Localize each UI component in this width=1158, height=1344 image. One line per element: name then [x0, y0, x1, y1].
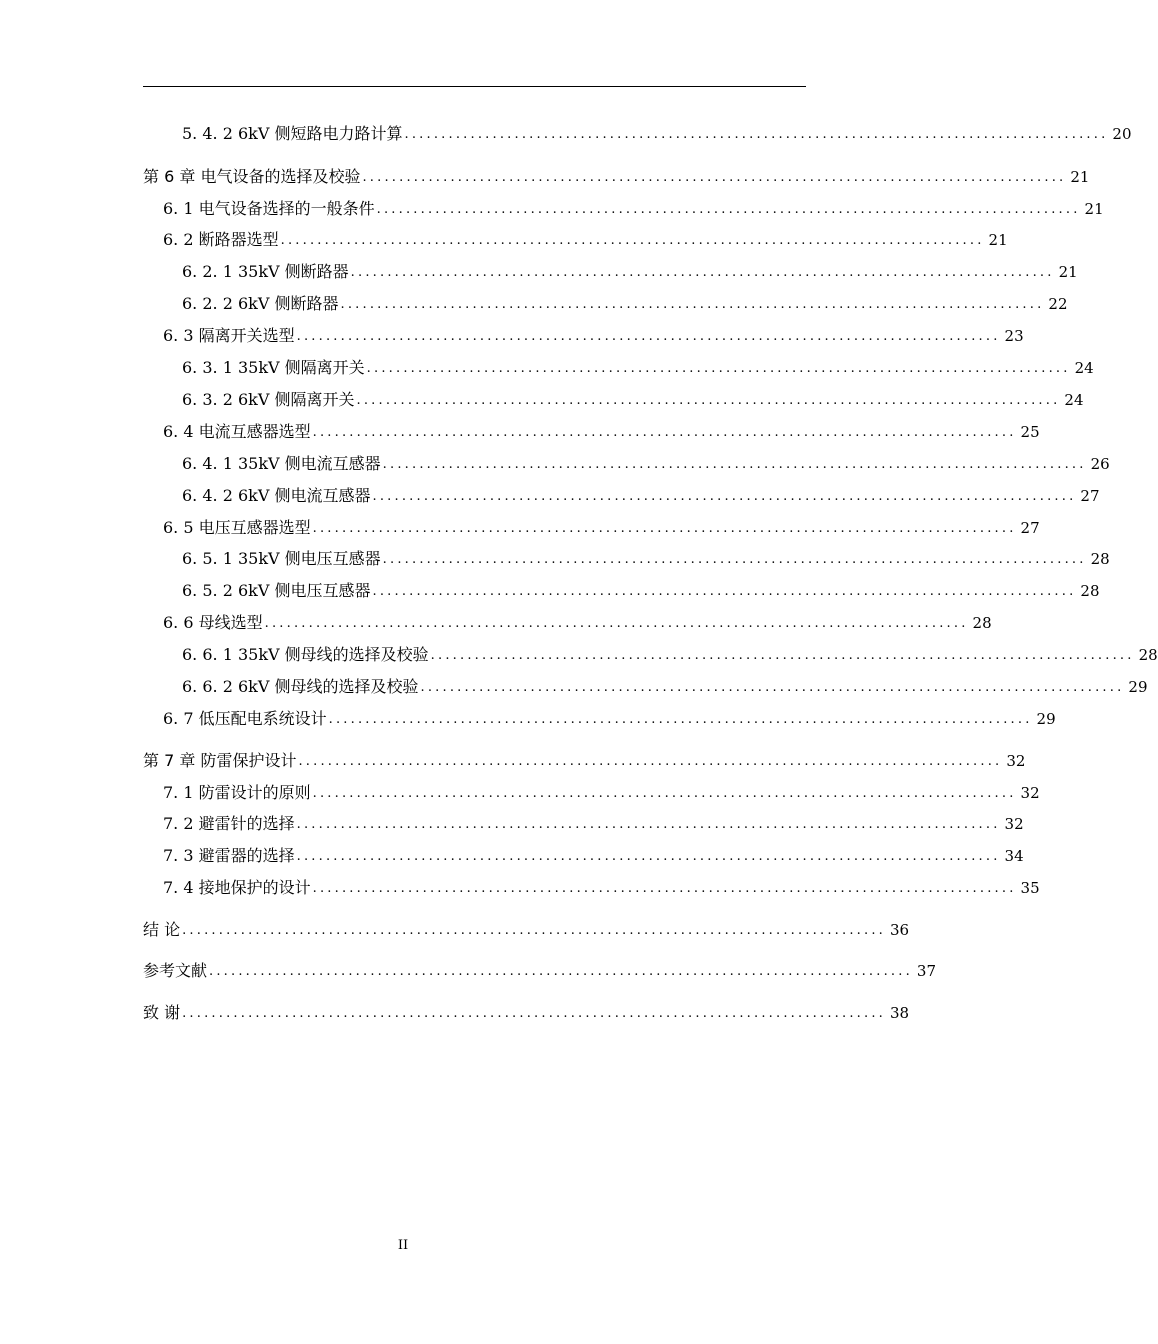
toc-entry-title: 参考文献 [143, 961, 208, 980]
toc-entry-title: 7. 2 避雷针的选择 [163, 814, 295, 833]
toc-entry[interactable] [143, 874, 1040, 898]
toc-leader-dots: ................................................................................................ [182, 923, 886, 938]
toc-entry[interactable] [143, 545, 1110, 569]
toc-entry-title: 致 谢 [143, 1003, 181, 1022]
toc-entry-title: 7. 1 防雷设计的原则 [163, 783, 311, 802]
toc-entry-title: 6. 5. 2 6kV 侧电压互感器 [182, 581, 371, 600]
toc-entry-title: 6. 6. 2 6kV 侧母线的选择及校验 [182, 677, 419, 696]
toc-chapter-entry[interactable] [143, 957, 937, 981]
toc-entry[interactable] [143, 673, 1148, 697]
toc-chapter-entry[interactable] [143, 747, 1026, 771]
toc-entry-page: 28 [972, 614, 992, 632]
toc-leader-dots: ................................................................................................ [312, 521, 1017, 536]
toc-entry-page: 29 [1036, 710, 1056, 728]
toc-entry[interactable] [143, 577, 1100, 601]
toc-entry-title: 6. 4. 1 35kV 侧电流互感器 [182, 454, 381, 473]
toc-entry[interactable] [143, 226, 1008, 250]
table-of-contents [143, 0, 1158, 1344]
toc-leader-dots: ................................................................................................ [366, 361, 1071, 376]
toc-entry-page: 38 [890, 1004, 910, 1022]
toc-entry-title: 6. 2 断路器选型 [163, 230, 279, 249]
toc-entry[interactable] [143, 386, 1084, 410]
toc-entry[interactable] [143, 482, 1100, 506]
toc-entry-title: 6. 4 电流互感器选型 [163, 422, 311, 441]
toc-leader-dots: ................................................................................................ [420, 680, 1125, 695]
toc-entry-page: 35 [1020, 879, 1040, 897]
toc-entry-title: 6. 2. 2 6kV 侧断路器 [182, 294, 339, 313]
toc-leader-dots: ................................................................................................ [372, 584, 1077, 599]
toc-leader-dots: ................................................................................................ [296, 329, 1001, 344]
toc-entry[interactable] [143, 705, 1056, 729]
toc-entry[interactable] [143, 779, 1040, 803]
toc-leader-dots: ................................................................................................ [340, 297, 1045, 312]
toc-leader-dots: ................................................................................................ [382, 457, 1087, 472]
toc-entry-page: 32 [1004, 815, 1024, 833]
toc-leader-dots: ................................................................................................ [209, 964, 913, 979]
toc-leader-dots: ................................................................................................ [362, 170, 1067, 185]
toc-leader-dots: ................................................................................................ [312, 425, 1017, 440]
toc-entry-title: 6. 2. 1 35kV 侧断路器 [182, 262, 349, 281]
toc-entry-page: 27 [1020, 519, 1040, 537]
page-number: II [397, 1238, 409, 1253]
toc-entry[interactable] [143, 322, 1024, 346]
toc-leader-dots: ................................................................................................ [296, 849, 1001, 864]
toc-entry[interactable] [143, 195, 1104, 219]
toc-entry[interactable] [143, 641, 1158, 665]
toc-leader-dots: ................................................................................................ [350, 265, 1055, 280]
toc-entry-page: 21 [1070, 168, 1090, 186]
toc-chapter-entry[interactable] [143, 163, 1090, 187]
toc-leader-dots: ................................................................................................ [298, 754, 1003, 769]
toc-entry[interactable] [143, 120, 1132, 144]
toc-leader-dots: ................................................................................................ [328, 712, 1033, 727]
toc-entry[interactable] [143, 810, 1024, 834]
toc-leader-dots: ................................................................................................ [356, 393, 1061, 408]
toc-entry-title: 6. 5. 1 35kV 侧电压互感器 [182, 549, 381, 568]
toc-entry-title: 6. 6. 1 35kV 侧母线的选择及校验 [182, 645, 429, 664]
toc-entry-page: 26 [1090, 455, 1110, 473]
toc-entry-page: 32 [1006, 752, 1026, 770]
toc-entry-title: 5. 4. 2 6kV 侧短路电力路计算 [182, 124, 403, 143]
toc-leader-dots: ................................................................................................ [382, 552, 1087, 567]
toc-entry-page: 25 [1020, 423, 1040, 441]
toc-chapter-entry[interactable] [143, 916, 910, 940]
toc-entry-page: 32 [1020, 784, 1040, 802]
toc-entry-page: 36 [890, 921, 910, 939]
toc-chapter-entry[interactable] [143, 999, 910, 1023]
toc-entry-title: 第 7 章 防雷保护设计 [143, 751, 297, 770]
toc-leader-dots: ................................................................................................ [312, 881, 1017, 896]
toc-entry-page: 28 [1138, 646, 1158, 664]
toc-leader-dots: ................................................................................................ [404, 127, 1109, 142]
toc-entry-title: 6. 3. 2 6kV 侧隔离开关 [182, 390, 355, 409]
toc-entry[interactable] [143, 514, 1040, 538]
toc-entry-title: 6. 3. 1 35kV 侧隔离开关 [182, 358, 365, 377]
toc-entry-page: 28 [1090, 550, 1110, 568]
toc-leader-dots: ................................................................................................ [312, 786, 1017, 801]
toc-entry-title: 6. 1 电气设备选择的一般条件 [163, 199, 375, 218]
toc-entry[interactable] [143, 609, 992, 633]
toc-entry-title: 6. 6 母线选型 [163, 613, 263, 632]
toc-entry[interactable] [143, 450, 1110, 474]
toc-leader-dots: ................................................................................................ [372, 489, 1077, 504]
toc-entry-title: 6. 5 电压互感器选型 [163, 518, 311, 537]
toc-entry-title: 6. 3 隔离开关选型 [163, 326, 295, 345]
toc-entry-page: 20 [1112, 125, 1132, 143]
toc-entry-page: 21 [1084, 200, 1104, 218]
toc-entry-title: 7. 4 接地保护的设计 [163, 878, 311, 897]
toc-entry-page: 27 [1080, 487, 1100, 505]
toc-entry-page: 37 [916, 962, 937, 980]
toc-entry[interactable] [143, 258, 1078, 282]
toc-entry-page: 29 [1128, 678, 1148, 696]
toc-entry-page: 28 [1080, 582, 1100, 600]
toc-entry-title: 6. 4. 2 6kV 侧电流互感器 [182, 486, 371, 505]
toc-entry-page: 21 [988, 231, 1008, 249]
toc-entry-title: 6. 7 低压配电系统设计 [163, 709, 327, 728]
toc-entry-title: 第 6 章 电气设备的选择及校验 [143, 167, 361, 186]
toc-leader-dots: ................................................................................................ [264, 616, 969, 631]
toc-entry-title: 结 论 [143, 920, 181, 939]
toc-entry-page: 22 [1048, 295, 1068, 313]
toc-entry-page: 24 [1074, 359, 1094, 377]
toc-entry[interactable] [143, 290, 1068, 314]
toc-entry-page: 34 [1004, 847, 1024, 865]
toc-entry[interactable] [143, 354, 1094, 378]
toc-leader-dots: ................................................................................................ [296, 817, 1001, 832]
toc-leader-dots: ................................................................................................ [430, 648, 1135, 663]
toc-entry-page: 21 [1058, 263, 1078, 281]
toc-leader-dots: ................................................................................................ [376, 202, 1081, 217]
toc-entry[interactable] [143, 842, 1024, 866]
toc-entry-title: 7. 3 避雷器的选择 [163, 846, 295, 865]
toc-leader-dots: ................................................................................................ [182, 1006, 886, 1021]
toc-entry[interactable] [143, 418, 1040, 442]
toc-entry-page: 24 [1064, 391, 1084, 409]
toc-entry-page: 23 [1004, 327, 1024, 345]
toc-leader-dots: ................................................................................................ [280, 233, 985, 248]
